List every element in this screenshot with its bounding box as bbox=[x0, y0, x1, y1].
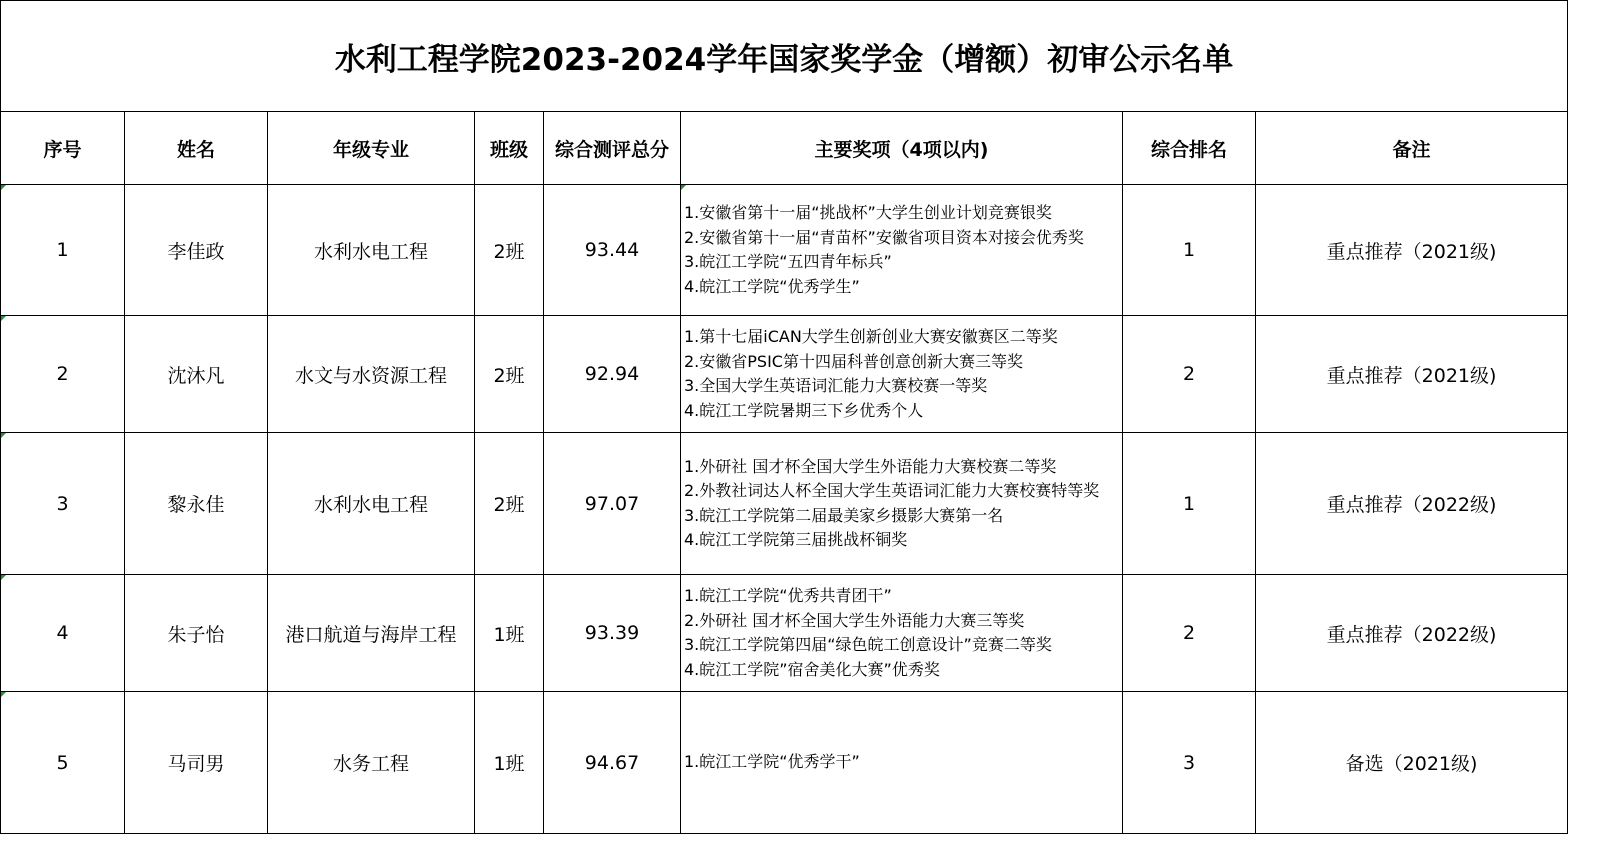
cell-no bbox=[1, 692, 125, 834]
cell-awards bbox=[681, 575, 1123, 692]
award-line: 3.皖江工学院第二届最美家乡摄影大赛第一名 bbox=[684, 505, 1004, 525]
award-line: 1.第十七届iCAN大学生创新创业大赛安徽赛区二等奖 bbox=[684, 327, 1058, 346]
award-line: 1.外研社 国才杯全国大学生外语能力大赛校赛二等奖 bbox=[684, 456, 1057, 476]
award-line: 1.安徽省第十一届“挑战杯”大学生创业计划竞赛银奖 bbox=[684, 203, 1052, 222]
cell-no-text: 5 bbox=[56, 751, 69, 774]
award-line: 2.安徽省第十一届“青苗杯”安徽省项目资本对接会优秀奖 bbox=[684, 227, 1084, 247]
comment-marker bbox=[1, 692, 6, 697]
cell-awards bbox=[681, 692, 1123, 834]
cell-score: 94.67 bbox=[544, 692, 681, 834]
award-line: 1.皖江工学院“优秀共青团干” bbox=[684, 586, 892, 605]
header-awards: 主要奖项（4项以内) bbox=[681, 112, 1123, 185]
header-name: 姓名 bbox=[125, 112, 268, 185]
award-line: 2.安徽省PSIC第十四届科普创意创新大赛三等奖 bbox=[684, 351, 1023, 371]
cell-no-text: 2 bbox=[56, 363, 69, 385]
cell-remark: 重点推荐（2022级) bbox=[1256, 575, 1568, 692]
comment-marker bbox=[1, 316, 6, 321]
cell-rank: 2 bbox=[1123, 316, 1256, 433]
award-line: 4.皖江工学院第三届挑战杯铜奖 bbox=[684, 530, 908, 549]
cell-remark: 重点推荐（2022级) bbox=[1256, 433, 1568, 575]
award-line: 1.皖江工学院“优秀学干” bbox=[684, 752, 860, 772]
cell-score: 93.39 bbox=[544, 575, 681, 692]
cell-no-text: 4 bbox=[56, 622, 69, 644]
cell-major: 水务工程 bbox=[268, 692, 475, 834]
cell-major: 水利水电工程 bbox=[268, 433, 475, 575]
cell-no bbox=[1, 433, 125, 575]
cell-remark: 重点推荐（2021级) bbox=[1256, 185, 1568, 316]
cell-remark: 重点推荐（2021级) bbox=[1256, 316, 1568, 433]
cell-awards bbox=[681, 185, 1123, 316]
cell-class: 2班 bbox=[475, 316, 544, 433]
header-class: 班级 bbox=[475, 112, 544, 185]
award-line: 4.皖江工学院暑期三下乡优秀个人 bbox=[684, 400, 924, 420]
cell-no bbox=[1, 575, 125, 692]
award-line: 3.皖江工学院第四届“绿色皖工创意设计”竞赛二等奖 bbox=[684, 635, 1052, 654]
table-row bbox=[1, 316, 1568, 433]
cell-score: 93.44 bbox=[544, 185, 681, 316]
cell-rank: 1 bbox=[1123, 185, 1256, 316]
table-row bbox=[1, 433, 1568, 575]
cell-class: 1班 bbox=[475, 692, 544, 834]
award-line: 3.皖江工学院“五四青年标兵” bbox=[684, 252, 892, 271]
comment-marker bbox=[681, 185, 686, 190]
award-line: 4.皖江工学院“优秀学生” bbox=[684, 276, 860, 296]
cell-class: 1班 bbox=[475, 575, 544, 692]
cell-awards bbox=[681, 316, 1123, 433]
cell-name: 黎永佳 bbox=[125, 433, 268, 575]
cell-name: 马司男 bbox=[125, 692, 268, 834]
award-line: 2.外教社词达人杯全国大学生英语词汇能力大赛校赛特等奖 bbox=[684, 481, 1100, 500]
cell-class: 2班 bbox=[475, 433, 544, 575]
cell-rank: 2 bbox=[1123, 575, 1256, 692]
header-score: 综合测评总分 bbox=[544, 112, 681, 185]
cell-name: 朱子怡 bbox=[125, 575, 268, 692]
cell-score: 97.07 bbox=[544, 433, 681, 575]
cell-no-text: 1 bbox=[56, 239, 69, 261]
cell-remark: 备选（2021级) bbox=[1256, 692, 1568, 834]
cell-no bbox=[1, 185, 125, 316]
cell-major: 水利水电工程 bbox=[268, 185, 475, 316]
cell-major: 水文与水资源工程 bbox=[268, 316, 475, 433]
cell-rank: 1 bbox=[1123, 433, 1256, 575]
page-title: 水利工程学院2023-2024学年国家奖学金（增额）初审公示名单 bbox=[1, 1, 1568, 112]
cell-major: 港口航道与海岸工程 bbox=[268, 575, 475, 692]
header-row bbox=[1, 112, 1568, 185]
cell-rank: 3 bbox=[1123, 692, 1256, 834]
comment-marker bbox=[1, 575, 6, 580]
cell-no bbox=[1, 316, 125, 433]
cell-class: 2班 bbox=[475, 185, 544, 316]
header-remark: 备注 bbox=[1256, 112, 1568, 185]
comment-marker bbox=[1, 433, 6, 438]
header-rank: 综合排名 bbox=[1123, 112, 1256, 185]
header-no: 序号 bbox=[1, 112, 125, 185]
table-row bbox=[1, 575, 1568, 692]
comment-marker bbox=[1, 185, 6, 190]
cell-name: 李佳政 bbox=[125, 185, 268, 316]
award-line: 2.外研社 国才杯全国大学生外语能力大赛三等奖 bbox=[684, 610, 1025, 630]
table-row bbox=[1, 185, 1568, 316]
cell-no-text: 3 bbox=[56, 492, 69, 515]
cell-name: 沈沐凡 bbox=[125, 316, 268, 433]
award-line: 4.皖江工学院”宿舍美化大赛”优秀奖 bbox=[684, 659, 940, 679]
table-row bbox=[1, 692, 1568, 834]
header-major: 年级专业 bbox=[268, 112, 475, 185]
cell-score: 92.94 bbox=[544, 316, 681, 433]
award-line: 3.全国大学生英语词汇能力大赛校赛一等奖 bbox=[684, 376, 988, 395]
cell-awards bbox=[681, 433, 1123, 575]
